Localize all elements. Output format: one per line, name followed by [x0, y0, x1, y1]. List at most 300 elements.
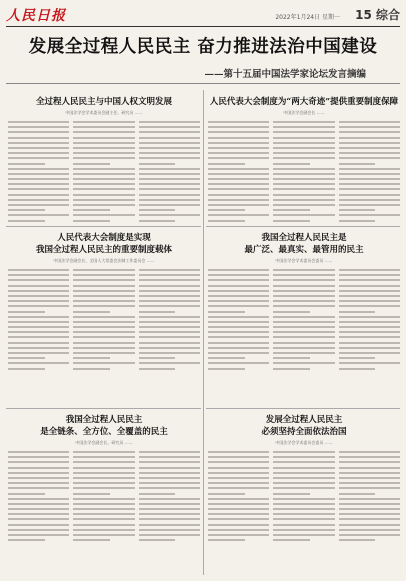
- body-text-line: [73, 269, 134, 271]
- body-text-line: [8, 305, 69, 307]
- body-text-line: [208, 173, 269, 175]
- body-text-line: [208, 311, 245, 313]
- body-text-line: [339, 173, 400, 175]
- body-text-line: [339, 342, 400, 344]
- body-text-line: [339, 534, 400, 536]
- section-divider: [206, 226, 400, 227]
- body-text-line: [139, 214, 200, 216]
- body-text-line: [8, 290, 69, 292]
- body-text-line: [73, 126, 134, 128]
- body-text-line: [273, 163, 310, 165]
- body-text-line: [8, 142, 69, 144]
- body-text-line: [73, 220, 110, 222]
- body-text-line: [73, 316, 134, 318]
- body-text-line: [339, 183, 400, 185]
- body-text-line: [208, 487, 269, 489]
- body-text-line: [273, 524, 334, 526]
- body-text-line: [8, 285, 69, 287]
- body-text-line: [73, 199, 134, 201]
- body-text-line: [8, 147, 69, 149]
- body-text-line: [339, 539, 376, 541]
- body-text-line: [73, 274, 134, 276]
- body-text-line: [339, 300, 400, 302]
- body-text-line: [208, 316, 269, 318]
- article-5: [8, 414, 200, 544]
- body-text-line: [339, 508, 400, 510]
- body-text-line: [73, 347, 134, 349]
- body-text-line: [339, 199, 400, 201]
- body-text-line: [339, 518, 400, 520]
- body-text-line: [273, 178, 334, 180]
- article-title: 人民代表大会制度为“两大奇迹”提供重要制度保障: [209, 97, 399, 107]
- body-text-line: [339, 482, 400, 484]
- column-divider: [203, 90, 204, 575]
- body-text-line: [208, 482, 269, 484]
- body-text-line: [139, 152, 200, 154]
- body-text-line: [339, 178, 400, 180]
- body-text-line: [339, 513, 400, 515]
- body-text-line: [139, 274, 200, 276]
- article-body: [208, 121, 400, 225]
- article-title: [208, 414, 400, 438]
- body-text-line: [339, 147, 400, 149]
- body-text-line: [8, 183, 69, 185]
- body-text-line: [73, 336, 134, 338]
- body-text-line: [139, 194, 200, 196]
- body-text-line: [339, 321, 400, 323]
- body-text-line: [73, 321, 134, 323]
- header-rule: [6, 83, 400, 84]
- body-text-line: [339, 498, 400, 500]
- body-text-line: [139, 508, 200, 510]
- body-text-line: [208, 163, 245, 165]
- body-text-line: [273, 183, 334, 185]
- body-text-line: [273, 199, 334, 201]
- body-text-line: [73, 461, 134, 463]
- article-title-line: 人民代表大会制度是实现: [57, 233, 151, 243]
- body-text-line: [273, 152, 334, 154]
- body-text-line: [73, 168, 134, 170]
- body-text-line: [139, 295, 200, 297]
- body-text-line: [273, 534, 334, 536]
- body-text-line: [139, 183, 200, 185]
- body-text-line: [8, 173, 69, 175]
- body-text-line: [208, 295, 269, 297]
- body-text-line: [73, 357, 110, 359]
- body-text-line: [273, 285, 334, 287]
- body-text-line: [8, 209, 45, 211]
- body-text-line: [208, 305, 269, 307]
- body-text-line: [208, 503, 269, 505]
- body-text-line: [8, 316, 69, 318]
- body-text-line: [339, 472, 400, 474]
- body-text-line: [139, 482, 200, 484]
- body-text-line: [8, 295, 69, 297]
- article-byline: 中国法学会学术委员会副主任、研究员 ……: [65, 110, 143, 115]
- body-text-line: [139, 456, 200, 458]
- article-title-line: 我国全过程人民民主是: [261, 233, 347, 243]
- body-text-line: [339, 188, 400, 190]
- body-text-line: [339, 456, 400, 458]
- body-text-line: [339, 352, 400, 354]
- article-title: 全过程人民民主与中国人权文明发展: [35, 97, 172, 107]
- body-text-line: [139, 362, 200, 364]
- body-text-line: [339, 163, 376, 165]
- body-text-line: [208, 220, 245, 222]
- body-text-line: [139, 326, 200, 328]
- body-text-line: [208, 467, 269, 469]
- body-text-line: [339, 524, 400, 526]
- body-text-line: [273, 498, 334, 500]
- body-text-line: [208, 326, 269, 328]
- body-text-line: [8, 157, 69, 159]
- body-text-line: [208, 493, 245, 495]
- body-text-line: [208, 461, 269, 463]
- article-title-line: 最广泛、最真实、最管用的民主: [244, 245, 364, 255]
- body-text-line: [73, 204, 134, 206]
- body-text-line: [8, 529, 69, 531]
- body-text-line: [73, 493, 110, 495]
- body-text-line: [273, 147, 334, 149]
- body-text-line: [208, 451, 269, 453]
- body-text-line: [208, 274, 269, 276]
- body-text-line: [139, 163, 176, 165]
- body-text-line: [73, 183, 134, 185]
- body-text-line: [8, 524, 69, 526]
- body-text-line: [73, 173, 134, 175]
- article-4: [208, 232, 400, 373]
- body-text-line: [339, 529, 400, 531]
- body-text-line: [208, 534, 269, 536]
- body-text-line: [208, 279, 269, 281]
- body-text-line: [8, 137, 69, 139]
- body-text-line: [208, 168, 269, 170]
- body-text-line: [208, 147, 269, 149]
- body-text-line: [273, 126, 334, 128]
- body-text-line: [139, 126, 200, 128]
- section-divider: [6, 408, 201, 409]
- article-title-line: 发展全过程人民民主: [265, 415, 343, 425]
- article-title: [8, 414, 200, 438]
- body-text-line: [73, 503, 134, 505]
- body-text-line: [73, 300, 134, 302]
- top-rule: [6, 26, 400, 27]
- body-text-line: [339, 316, 400, 318]
- body-text-line: [208, 269, 269, 271]
- body-text-line: [208, 336, 269, 338]
- body-text-line: [8, 362, 69, 364]
- body-text-line: [208, 300, 269, 302]
- body-text-line: [208, 285, 269, 287]
- body-text-line: [139, 311, 176, 313]
- body-text-line: [139, 321, 200, 323]
- article-1: [8, 96, 200, 225]
- body-text-line: [273, 214, 334, 216]
- body-text-line: [139, 178, 200, 180]
- body-text-line: [8, 321, 69, 323]
- body-text-line: [273, 347, 334, 349]
- body-text-line: [139, 290, 200, 292]
- body-text-line: [208, 342, 269, 344]
- body-text-line: [339, 137, 400, 139]
- body-text-line: [208, 352, 269, 354]
- body-text-line: [339, 121, 400, 123]
- body-text-line: [8, 472, 69, 474]
- body-text-line: [273, 331, 334, 333]
- body-text-line: [139, 529, 200, 531]
- body-text-line: [139, 142, 200, 144]
- article-title-line: 我国全过程人民民主的重要制度载体: [35, 245, 172, 255]
- body-text-line: [8, 456, 69, 458]
- body-text-line: [273, 493, 310, 495]
- article-title: [208, 232, 400, 256]
- body-text-line: [273, 456, 334, 458]
- body-text-line: [139, 331, 200, 333]
- body-text-line: [139, 472, 200, 474]
- body-text-line: [73, 477, 134, 479]
- body-text-line: [208, 477, 269, 479]
- body-text-line: [8, 300, 69, 302]
- body-text-line: [73, 362, 134, 364]
- body-text-line: [139, 220, 176, 222]
- body-text-line: [208, 539, 245, 541]
- body-text-line: [339, 503, 400, 505]
- body-text-line: [273, 477, 334, 479]
- body-text-line: [139, 121, 200, 123]
- body-text-line: [208, 456, 269, 458]
- body-text-line: [208, 214, 269, 216]
- body-text-line: [339, 214, 400, 216]
- body-text-line: [339, 220, 376, 222]
- article-body: [208, 269, 400, 373]
- body-text-line: [73, 352, 134, 354]
- body-text-line: [73, 456, 134, 458]
- body-text-line: [73, 534, 134, 536]
- body-text-line: [208, 347, 269, 349]
- body-text-line: [208, 331, 269, 333]
- body-text-line: [273, 121, 334, 123]
- section-divider: [6, 226, 201, 227]
- body-text-line: [273, 467, 334, 469]
- body-text-line: [73, 131, 134, 133]
- body-text-line: [339, 451, 400, 453]
- body-text-line: [73, 508, 134, 510]
- body-text-line: [339, 290, 400, 292]
- body-text-line: [273, 316, 334, 318]
- body-text-line: [139, 352, 200, 354]
- body-text-line: [208, 368, 245, 370]
- body-text-line: [339, 362, 400, 364]
- body-text-line: [8, 168, 69, 170]
- body-text-line: [339, 279, 400, 281]
- body-text-line: [273, 311, 310, 313]
- body-text-line: [8, 274, 69, 276]
- body-text-line: [139, 477, 200, 479]
- body-text-line: [273, 279, 334, 281]
- body-text-line: [139, 518, 200, 520]
- article-byline: 中国法学会副会长、研究员 ……: [75, 440, 133, 445]
- body-text-line: [208, 131, 269, 133]
- body-text-line: [8, 508, 69, 510]
- body-text-line: [208, 199, 269, 201]
- body-text-line: [208, 183, 269, 185]
- body-text-line: [73, 482, 134, 484]
- body-text-line: [273, 336, 334, 338]
- body-text-line: [339, 487, 400, 489]
- body-text-line: [73, 529, 134, 531]
- body-text-line: [139, 357, 176, 359]
- body-text-line: [73, 285, 134, 287]
- body-text-line: [73, 142, 134, 144]
- body-text-line: [273, 472, 334, 474]
- body-text-line: [339, 347, 400, 349]
- body-text-line: [73, 279, 134, 281]
- body-text-line: [139, 513, 200, 515]
- body-text-line: [208, 126, 269, 128]
- body-text-line: [273, 503, 334, 505]
- body-text-line: [339, 461, 400, 463]
- body-text-line: [73, 487, 134, 489]
- body-text-line: [339, 477, 400, 479]
- body-text-line: [273, 487, 334, 489]
- body-text-line: [73, 513, 134, 515]
- body-text-line: [139, 342, 200, 344]
- body-text-line: [273, 451, 334, 453]
- body-text-line: [73, 305, 134, 307]
- body-text-line: [273, 518, 334, 520]
- body-text-line: [73, 472, 134, 474]
- body-text-line: [8, 487, 69, 489]
- article-byline: 中国法学会学术委员会委员 ……: [275, 440, 333, 445]
- body-text-line: [339, 331, 400, 333]
- main-headline: 发展全过程人民民主 奋力推进法治中国建设: [28, 37, 378, 57]
- body-text-line: [339, 311, 376, 313]
- body-text-line: [273, 142, 334, 144]
- body-text-line: [73, 295, 134, 297]
- body-text-line: [73, 157, 134, 159]
- article-body: [208, 451, 400, 544]
- body-text-line: [273, 209, 310, 211]
- body-text-line: [8, 498, 69, 500]
- article-6: [208, 414, 400, 544]
- body-text-line: [139, 336, 200, 338]
- body-text-line: [73, 290, 134, 292]
- body-text-line: [73, 331, 134, 333]
- body-text-line: [139, 347, 200, 349]
- body-text-line: [73, 178, 134, 180]
- body-text-line: [273, 300, 334, 302]
- body-text-line: [273, 362, 334, 364]
- newspaper-logo: 人民日报: [6, 8, 66, 24]
- body-text-line: [73, 121, 134, 123]
- body-text-line: [8, 220, 45, 222]
- body-text-line: [208, 178, 269, 180]
- body-text-line: [139, 467, 200, 469]
- body-text-line: [8, 482, 69, 484]
- article-body: [8, 451, 200, 544]
- body-text-line: [273, 513, 334, 515]
- body-text-line: [273, 461, 334, 463]
- body-text-line: [8, 279, 69, 281]
- body-text-line: [208, 524, 269, 526]
- body-text-line: [73, 368, 110, 370]
- body-text-line: [8, 451, 69, 453]
- body-text-line: [339, 152, 400, 154]
- body-text-line: [339, 336, 400, 338]
- body-text-line: [273, 269, 334, 271]
- body-text-line: [8, 518, 69, 520]
- body-text-line: [139, 316, 200, 318]
- body-text-line: [208, 142, 269, 144]
- body-text-line: [8, 204, 69, 206]
- body-text-line: [8, 331, 69, 333]
- body-text-line: [273, 204, 334, 206]
- body-text-line: [139, 368, 176, 370]
- body-text-line: [73, 137, 134, 139]
- body-text-line: [139, 300, 200, 302]
- body-text-line: [73, 539, 110, 541]
- subheadline: ——第十五届中国法学家论坛发言摘编: [204, 69, 366, 80]
- body-text-line: [139, 204, 200, 206]
- body-text-line: [8, 163, 45, 165]
- body-text-line: [339, 467, 400, 469]
- body-text-line: [273, 352, 334, 354]
- article-byline: 中国法学会学术委员会委员 ……: [275, 258, 333, 263]
- body-text-line: [73, 342, 134, 344]
- body-text-line: [73, 524, 134, 526]
- body-text-line: [339, 142, 400, 144]
- body-text-line: [8, 126, 69, 128]
- body-text-line: [339, 274, 400, 276]
- body-text-line: [8, 461, 69, 463]
- body-text-line: [273, 368, 310, 370]
- body-text-line: [8, 477, 69, 479]
- body-text-line: [339, 168, 400, 170]
- body-text-line: [273, 137, 334, 139]
- body-text-line: [139, 524, 200, 526]
- body-text-line: [208, 290, 269, 292]
- body-text-line: [339, 131, 400, 133]
- body-text-line: [339, 305, 400, 307]
- body-text-line: [139, 199, 200, 201]
- body-text-line: [73, 311, 110, 313]
- body-text-line: [139, 539, 176, 541]
- body-text-line: [8, 214, 69, 216]
- body-text-line: [273, 321, 334, 323]
- body-text-line: [208, 188, 269, 190]
- body-text-line: [8, 357, 45, 359]
- body-text-line: [8, 347, 69, 349]
- body-text-line: [8, 342, 69, 344]
- body-text-line: [8, 188, 69, 190]
- body-text-line: [339, 493, 376, 495]
- body-text-line: [8, 493, 45, 495]
- body-text-line: [273, 220, 310, 222]
- body-text-line: [8, 352, 69, 354]
- body-text-line: [73, 326, 134, 328]
- body-text-line: [8, 534, 69, 536]
- body-text-line: [273, 188, 334, 190]
- body-text-line: [139, 285, 200, 287]
- body-text-line: [273, 173, 334, 175]
- body-text-line: [273, 274, 334, 276]
- body-text-line: [339, 285, 400, 287]
- body-text-line: [339, 194, 400, 196]
- body-text-line: [273, 539, 310, 541]
- body-text-line: [139, 503, 200, 505]
- body-text-line: [139, 534, 200, 536]
- body-text-line: [273, 529, 334, 531]
